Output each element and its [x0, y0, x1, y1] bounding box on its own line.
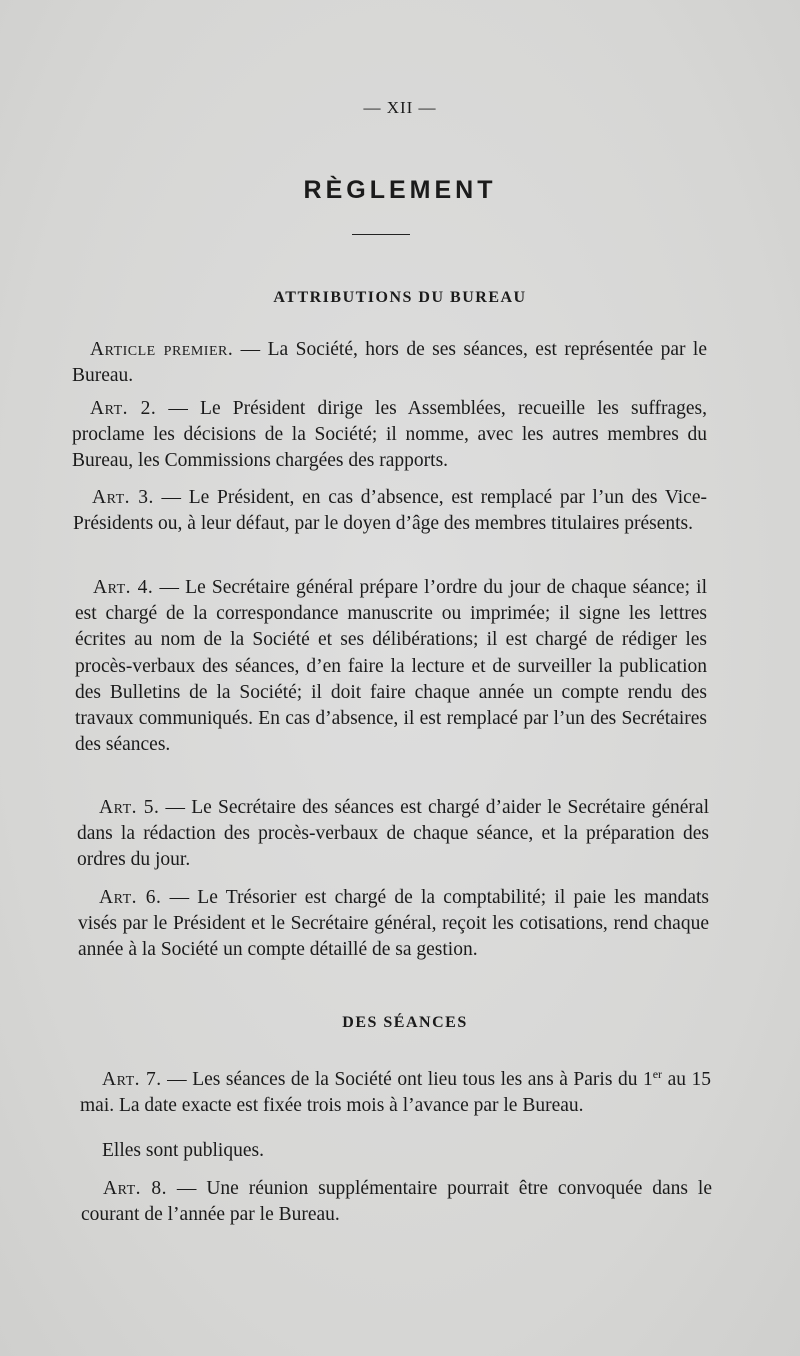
article-text: — Le Trésorier est chargé de la comptabilité; il paie les mandats visés par le Président et le Secrétaire général, reçoit les cotisations, rend chaque année à la Société un compte détaillé de sa gestion.: [78, 887, 709, 961]
article-text: — La Société, hors de ses séances, est représentée par le Bureau.: [72, 339, 707, 387]
article-text-public: Elles sont publiques.: [102, 1140, 264, 1161]
article-text: — Le Président dirige les Assemblées, recueille les suffrages, proclame les décisions de la Société; il nomme, avec les autres membres du Bureau, les Commissions chargées des rapports.: [72, 398, 707, 472]
article-label: Art. 3.: [92, 487, 154, 508]
article-label: Art. 8.: [103, 1178, 168, 1199]
article-text: — Le Secrétaire général prépare l’ordre du jour de chaque séance; il est chargé de la correspondance manuscrite ou imprimée; il signe les lettres écrites au nom de la Société et ses délibérations; il est chargé de rédiger les procès-verbaux des séances, d’en faire la lecture et de surveiller la publication des Bulletins de la Société; il doit faire chaque année un compte rendu des travaux communiqués. En cas d’absence, il est remplacé par l’un des Secrétaires des séances.: [75, 577, 707, 756]
page-number: — XII —: [363, 98, 437, 117]
article-5: [77, 795, 709, 874]
article-label: Article premier.: [90, 339, 234, 360]
article-3: [73, 485, 707, 537]
ordinal-superscript: er: [652, 1067, 663, 1081]
article-text: — Le Secrétaire des séances est chargé d’aider le Secrétaire général dans la rédaction des procès-verbaux de chaque séance, et la préparation des ordres du jour.: [77, 797, 709, 871]
section-heading-seances: DES SÉANCES: [342, 1014, 468, 1031]
article-7-second-line: [80, 1138, 711, 1164]
article-text: — Une réunion supplémentaire pourrait être convoquée dans le courant de l’année par le Bureau.: [81, 1178, 712, 1226]
article-text-cont: au 15 mai. La date exacte est fixée trois mois à l’avance par le Bureau.: [80, 1069, 711, 1117]
article-label: Art. 4.: [93, 577, 154, 598]
article-8: [81, 1176, 712, 1228]
article-label: Art. 2.: [90, 398, 157, 419]
article-label: Art. 5.: [99, 797, 160, 818]
article-text: — Les séances de la Société ont lieu tous les ans à Paris du 1: [161, 1069, 653, 1090]
article-4: [75, 575, 707, 758]
section-heading-bureau: ATTRIBUTIONS DU BUREAU: [273, 289, 527, 306]
article-label: Art. 7.: [102, 1069, 162, 1090]
article-2: [72, 396, 707, 475]
title-rule: [352, 234, 410, 235]
article-label: Art. 6.: [99, 887, 162, 908]
article-6: [78, 885, 709, 964]
article-text: — Le Président, en cas d’absence, est remplacé par l’un des Vice-Présidents ou, à leur défaut, par le doyen d’âge des membres titulaires présents.: [73, 487, 707, 535]
article-7: [80, 1061, 711, 1119]
page-title: RÈGLEMENT: [303, 176, 497, 204]
article-1: [72, 337, 707, 389]
